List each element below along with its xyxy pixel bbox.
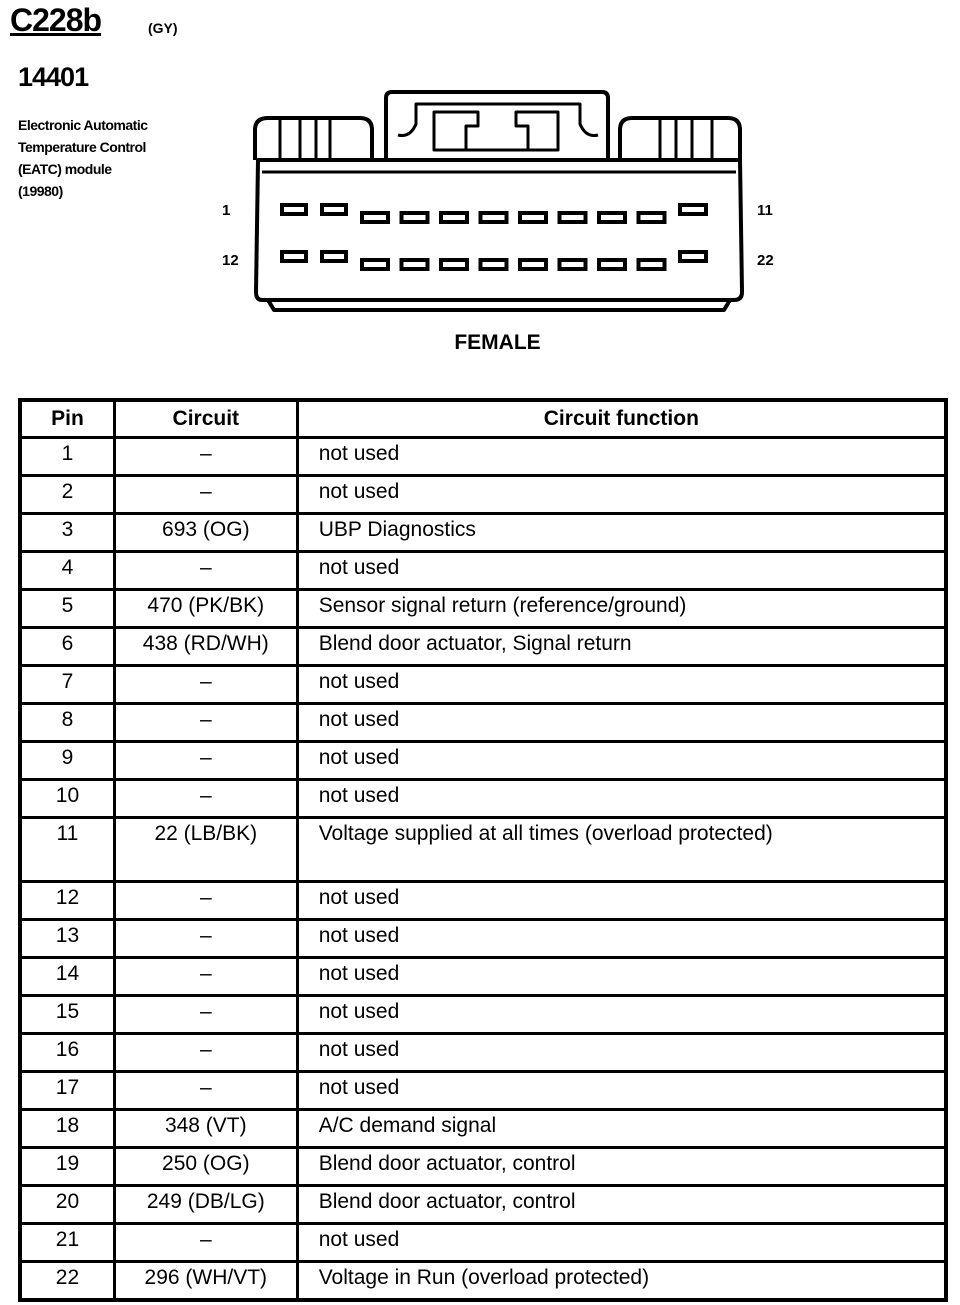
table-row bbox=[20, 818, 946, 882]
circuit-cell: 693 (OG) bbox=[114, 514, 297, 552]
function-cell: not used bbox=[297, 1072, 946, 1110]
pin-cell: 20 bbox=[20, 1186, 114, 1224]
function-cell: not used bbox=[297, 958, 946, 996]
function-cell: Blend door actuator, Signal return bbox=[297, 628, 946, 666]
rib-group-left bbox=[255, 118, 372, 160]
header-circuit: Circuit bbox=[114, 400, 297, 438]
table-row bbox=[20, 438, 946, 476]
pin-cell: 4 bbox=[20, 552, 114, 590]
pin-cell: 7 bbox=[20, 666, 114, 704]
table-row bbox=[20, 514, 946, 552]
table-row bbox=[20, 666, 946, 704]
circuit-cell: – bbox=[114, 1224, 297, 1262]
connector-face-diagram bbox=[0, 0, 960, 330]
circuit-cell: – bbox=[114, 704, 297, 742]
pin-cavity bbox=[639, 260, 665, 269]
pin-table bbox=[18, 398, 948, 1302]
table-row bbox=[20, 476, 946, 514]
function-cell: not used bbox=[297, 1224, 946, 1262]
table-row bbox=[20, 1186, 946, 1224]
rib-group-right bbox=[620, 118, 740, 160]
table-row bbox=[20, 628, 946, 666]
part-number: 14401 bbox=[18, 62, 89, 92]
table-row bbox=[20, 742, 946, 780]
pin-cavity bbox=[599, 260, 625, 269]
table-row bbox=[20, 1262, 946, 1301]
circuit-cell: 470 (PK/BK) bbox=[114, 590, 297, 628]
circuit-cell: 348 (VT) bbox=[114, 1110, 297, 1148]
table-row bbox=[20, 1110, 946, 1148]
function-cell: not used bbox=[297, 882, 946, 920]
connector-id: C228b bbox=[10, 2, 102, 38]
function-cell: Voltage supplied at all times (overload protected) bbox=[297, 818, 946, 882]
pin-cell: 12 bbox=[20, 882, 114, 920]
circuit-cell: – bbox=[114, 1072, 297, 1110]
pin-cell: 13 bbox=[20, 920, 114, 958]
pin-label-12: 12 bbox=[222, 252, 239, 269]
circuit-cell: – bbox=[114, 780, 297, 818]
pin-cell: 3 bbox=[20, 514, 114, 552]
pin-cell: 2 bbox=[20, 476, 114, 514]
circuit-cell: – bbox=[114, 742, 297, 780]
circuit-cell: 438 (RD/WH) bbox=[114, 628, 297, 666]
pin-cell: 19 bbox=[20, 1148, 114, 1186]
function-cell: not used bbox=[297, 666, 946, 704]
pin-cavity bbox=[322, 205, 346, 214]
pin-cavity bbox=[520, 213, 546, 222]
pin-cavity bbox=[560, 260, 586, 269]
function-cell: not used bbox=[297, 438, 946, 476]
pin-cell: 11 bbox=[20, 818, 114, 882]
lock-tab-left bbox=[434, 112, 478, 150]
function-cell: not used bbox=[297, 920, 946, 958]
function-cell: not used bbox=[297, 996, 946, 1034]
pin-cavity bbox=[402, 260, 428, 269]
function-cell: not used bbox=[297, 552, 946, 590]
function-cell: not used bbox=[297, 476, 946, 514]
pin-cell: 17 bbox=[20, 1072, 114, 1110]
function-cell: Blend door actuator, control bbox=[297, 1186, 946, 1224]
description-line: Electronic Automatic bbox=[18, 117, 148, 133]
pin-cavity bbox=[599, 213, 625, 222]
description-line: (19980) bbox=[18, 183, 63, 199]
header-function: Circuit function bbox=[297, 400, 946, 438]
circuit-cell: – bbox=[114, 438, 297, 476]
circuit-cell: – bbox=[114, 882, 297, 920]
function-cell: Sensor signal return (reference/ground) bbox=[297, 590, 946, 628]
connector-latch-inner bbox=[398, 104, 598, 136]
function-cell: Blend door actuator, control bbox=[297, 1148, 946, 1186]
pin-cavity bbox=[441, 260, 467, 269]
pin-cell: 5 bbox=[20, 590, 114, 628]
table-row bbox=[20, 882, 946, 920]
table-row bbox=[20, 1034, 946, 1072]
pin-cavity bbox=[362, 213, 388, 222]
pin-cell: 22 bbox=[20, 1262, 114, 1301]
circuit-cell: – bbox=[114, 666, 297, 704]
pin-cavity bbox=[441, 213, 467, 222]
table-row bbox=[20, 780, 946, 818]
pin-cell: 1 bbox=[20, 438, 114, 476]
pin-cavity bbox=[680, 252, 706, 261]
connector-body bbox=[256, 160, 742, 300]
pin-cell: 18 bbox=[20, 1110, 114, 1148]
connector-color: (GY) bbox=[148, 20, 178, 36]
circuit-cell: – bbox=[114, 1034, 297, 1072]
circuit-cell: 296 (WH/VT) bbox=[114, 1262, 297, 1301]
connector-gender: FEMALE bbox=[454, 331, 541, 354]
pin-cavity bbox=[402, 213, 428, 222]
table-row bbox=[20, 996, 946, 1034]
pin-cell: 16 bbox=[20, 1034, 114, 1072]
table-row bbox=[20, 1072, 946, 1110]
pin-cavity bbox=[362, 260, 388, 269]
function-cell: Voltage in Run (overload protected) bbox=[297, 1262, 946, 1301]
pin-cavity bbox=[520, 260, 546, 269]
table-row bbox=[20, 958, 946, 996]
description-line: Temperature Control bbox=[18, 139, 146, 155]
circuit-cell: – bbox=[114, 920, 297, 958]
pin-cavity bbox=[322, 252, 346, 261]
table-row bbox=[20, 1224, 946, 1262]
circuit-cell: – bbox=[114, 996, 297, 1034]
pin-cell: 14 bbox=[20, 958, 114, 996]
pin-cavity bbox=[282, 205, 306, 214]
pin-label-1: 1 bbox=[222, 202, 231, 219]
function-cell: not used bbox=[297, 1034, 946, 1072]
circuit-cell: – bbox=[114, 958, 297, 996]
table-row bbox=[20, 552, 946, 590]
pin-cell: 15 bbox=[20, 996, 114, 1034]
circuit-cell: – bbox=[114, 476, 297, 514]
function-cell: not used bbox=[297, 742, 946, 780]
pin-cell: 6 bbox=[20, 628, 114, 666]
function-cell: A/C demand signal bbox=[297, 1110, 946, 1148]
pin-cavity bbox=[639, 213, 665, 222]
pin-cell: 9 bbox=[20, 742, 114, 780]
circuit-cell: – bbox=[114, 552, 297, 590]
circuit-cell: 249 (DB/LG) bbox=[114, 1186, 297, 1224]
function-cell: UBP Diagnostics bbox=[297, 514, 946, 552]
table-row bbox=[20, 920, 946, 958]
function-cell: not used bbox=[297, 780, 946, 818]
pin-cell: 8 bbox=[20, 704, 114, 742]
table-row bbox=[20, 704, 946, 742]
circuit-cell: 22 (LB/BK) bbox=[114, 818, 297, 882]
description-line: (EATC) module bbox=[18, 161, 112, 177]
pin-label-22: 22 bbox=[757, 252, 774, 269]
pin-cavity bbox=[560, 213, 586, 222]
table-row bbox=[20, 1148, 946, 1186]
pin-cavity bbox=[680, 205, 706, 214]
pin-cell: 10 bbox=[20, 780, 114, 818]
function-cell: not used bbox=[297, 704, 946, 742]
pin-cavity bbox=[282, 252, 306, 261]
table-row bbox=[20, 590, 946, 628]
pin-cavity bbox=[481, 260, 507, 269]
lock-tab-right bbox=[516, 112, 558, 150]
pin-cavity bbox=[481, 213, 507, 222]
table-header-row bbox=[20, 400, 946, 438]
header-pin: Pin bbox=[20, 400, 114, 438]
pin-cell: 21 bbox=[20, 1224, 114, 1262]
pin-label-11: 11 bbox=[757, 202, 773, 219]
circuit-cell: 250 (OG) bbox=[114, 1148, 297, 1186]
